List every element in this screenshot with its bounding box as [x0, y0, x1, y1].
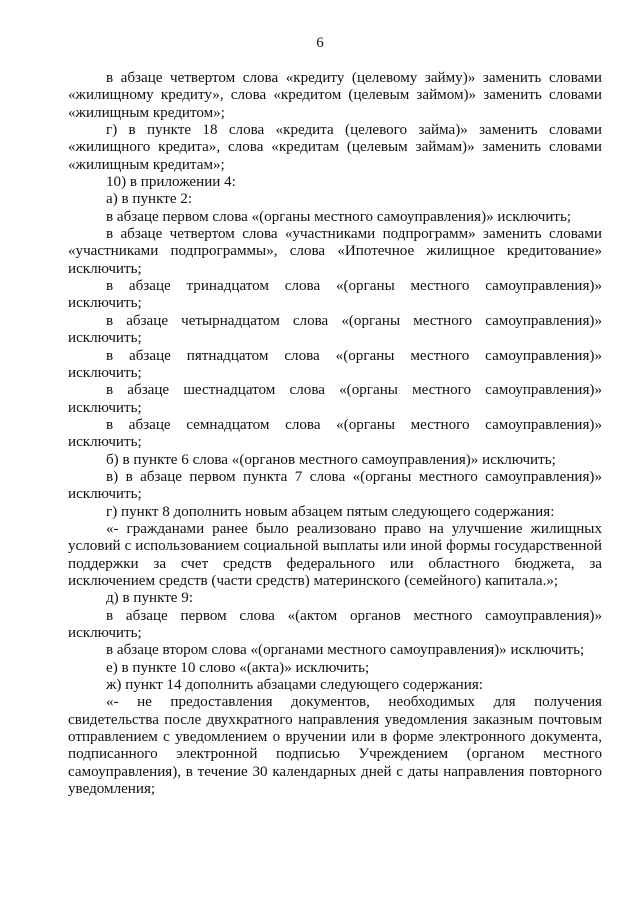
paragraph: в) в абзаце первом пункта 7 слова «(органы местного самоуправления)» исключить; — [68, 468, 602, 503]
paragraph: в абзаце тринадцатом слова «(органы местного самоуправления)» исключить; — [68, 278, 602, 312]
paragraph: г) в пункте 18 слова «кредита (целевого займа)» заменить словами «жилищного кредита», слова «кредитам (целевым займам)» заменить словами «жилищным кредитам»; — [68, 122, 602, 173]
paragraph: б) в пункте 6 слова «(органов местного самоуправления)» исключить; — [106, 451, 556, 468]
paragraph: в абзаце четырнадцатом слова «(органы местного самоуправления)» исключить; — [68, 312, 602, 347]
paragraph: а) в пункте 2: — [106, 191, 193, 208]
paragraph: в абзаце втором слова «(органами местного самоуправления)» исключить; — [106, 642, 585, 659]
paragraph: 10) в приложении 4: — [106, 174, 236, 191]
paragraph: г) пункт 8 дополнить новым абзацем пятым следующего содержания: — [106, 503, 555, 520]
paragraph: в абзаце шестнадцатом слова «(органы местного самоуправления)» исключить; — [68, 382, 602, 416]
paragraph: в абзаце семнадцатом слова «(органы местного самоуправления)» исключить; — [68, 416, 602, 451]
paragraph: в абзаце первом слова «(актом органов местного самоуправления)» исключить; — [68, 607, 602, 641]
page-number: 6 — [316, 35, 324, 51]
paragraph: в абзаце четвертом слова «кредиту (целевому займу)» заменить словами «жилищному кредиту», слова «кредитом (целевым займом)» заменить словами «жилищным кредитом»; — [68, 70, 602, 121]
paragraph: в абзаце четвертом слова «участниками подпрограмм» заменить словами «участниками подпрограммы», слова «Ипотечное жилищное кредитование» исключить; — [68, 226, 602, 277]
paragraph: д) в пункте 9: — [106, 590, 194, 607]
paragraph: ж) пункт 14 дополнить абзацами следующего содержания: — [106, 677, 483, 694]
paragraph: «- не предоставления документов, необходимых для получения свидетельства после двухкратного направления уведомления заказным почтовым отправлением с уведомлением о вручении или в форме электронного документа, подписанного электронной подписью Учреждением (органом местного самоуправления), в течение 30 календарных дней с даты направления повторного уведомления; — [68, 694, 602, 798]
paragraph: в абзаце пятнадцатом слова «(органы местного самоуправления)» исключить; — [68, 347, 602, 381]
paragraph: в абзаце первом слова «(органы местного самоуправления)» исключить; — [106, 208, 572, 225]
document-body — [68, 70, 602, 798]
paragraph: е) в пункте 10 слово «(акта)» исключить; — [106, 659, 370, 676]
paragraph: «- гражданами ранее было реализовано право на улучшение жилищных условий с использованием социальной выплаты или иной формы государственной поддержки за счет средств федерального или областного бюджета, за исключением средств (части средств) материнского (семейного) капитала.»; — [68, 520, 602, 589]
